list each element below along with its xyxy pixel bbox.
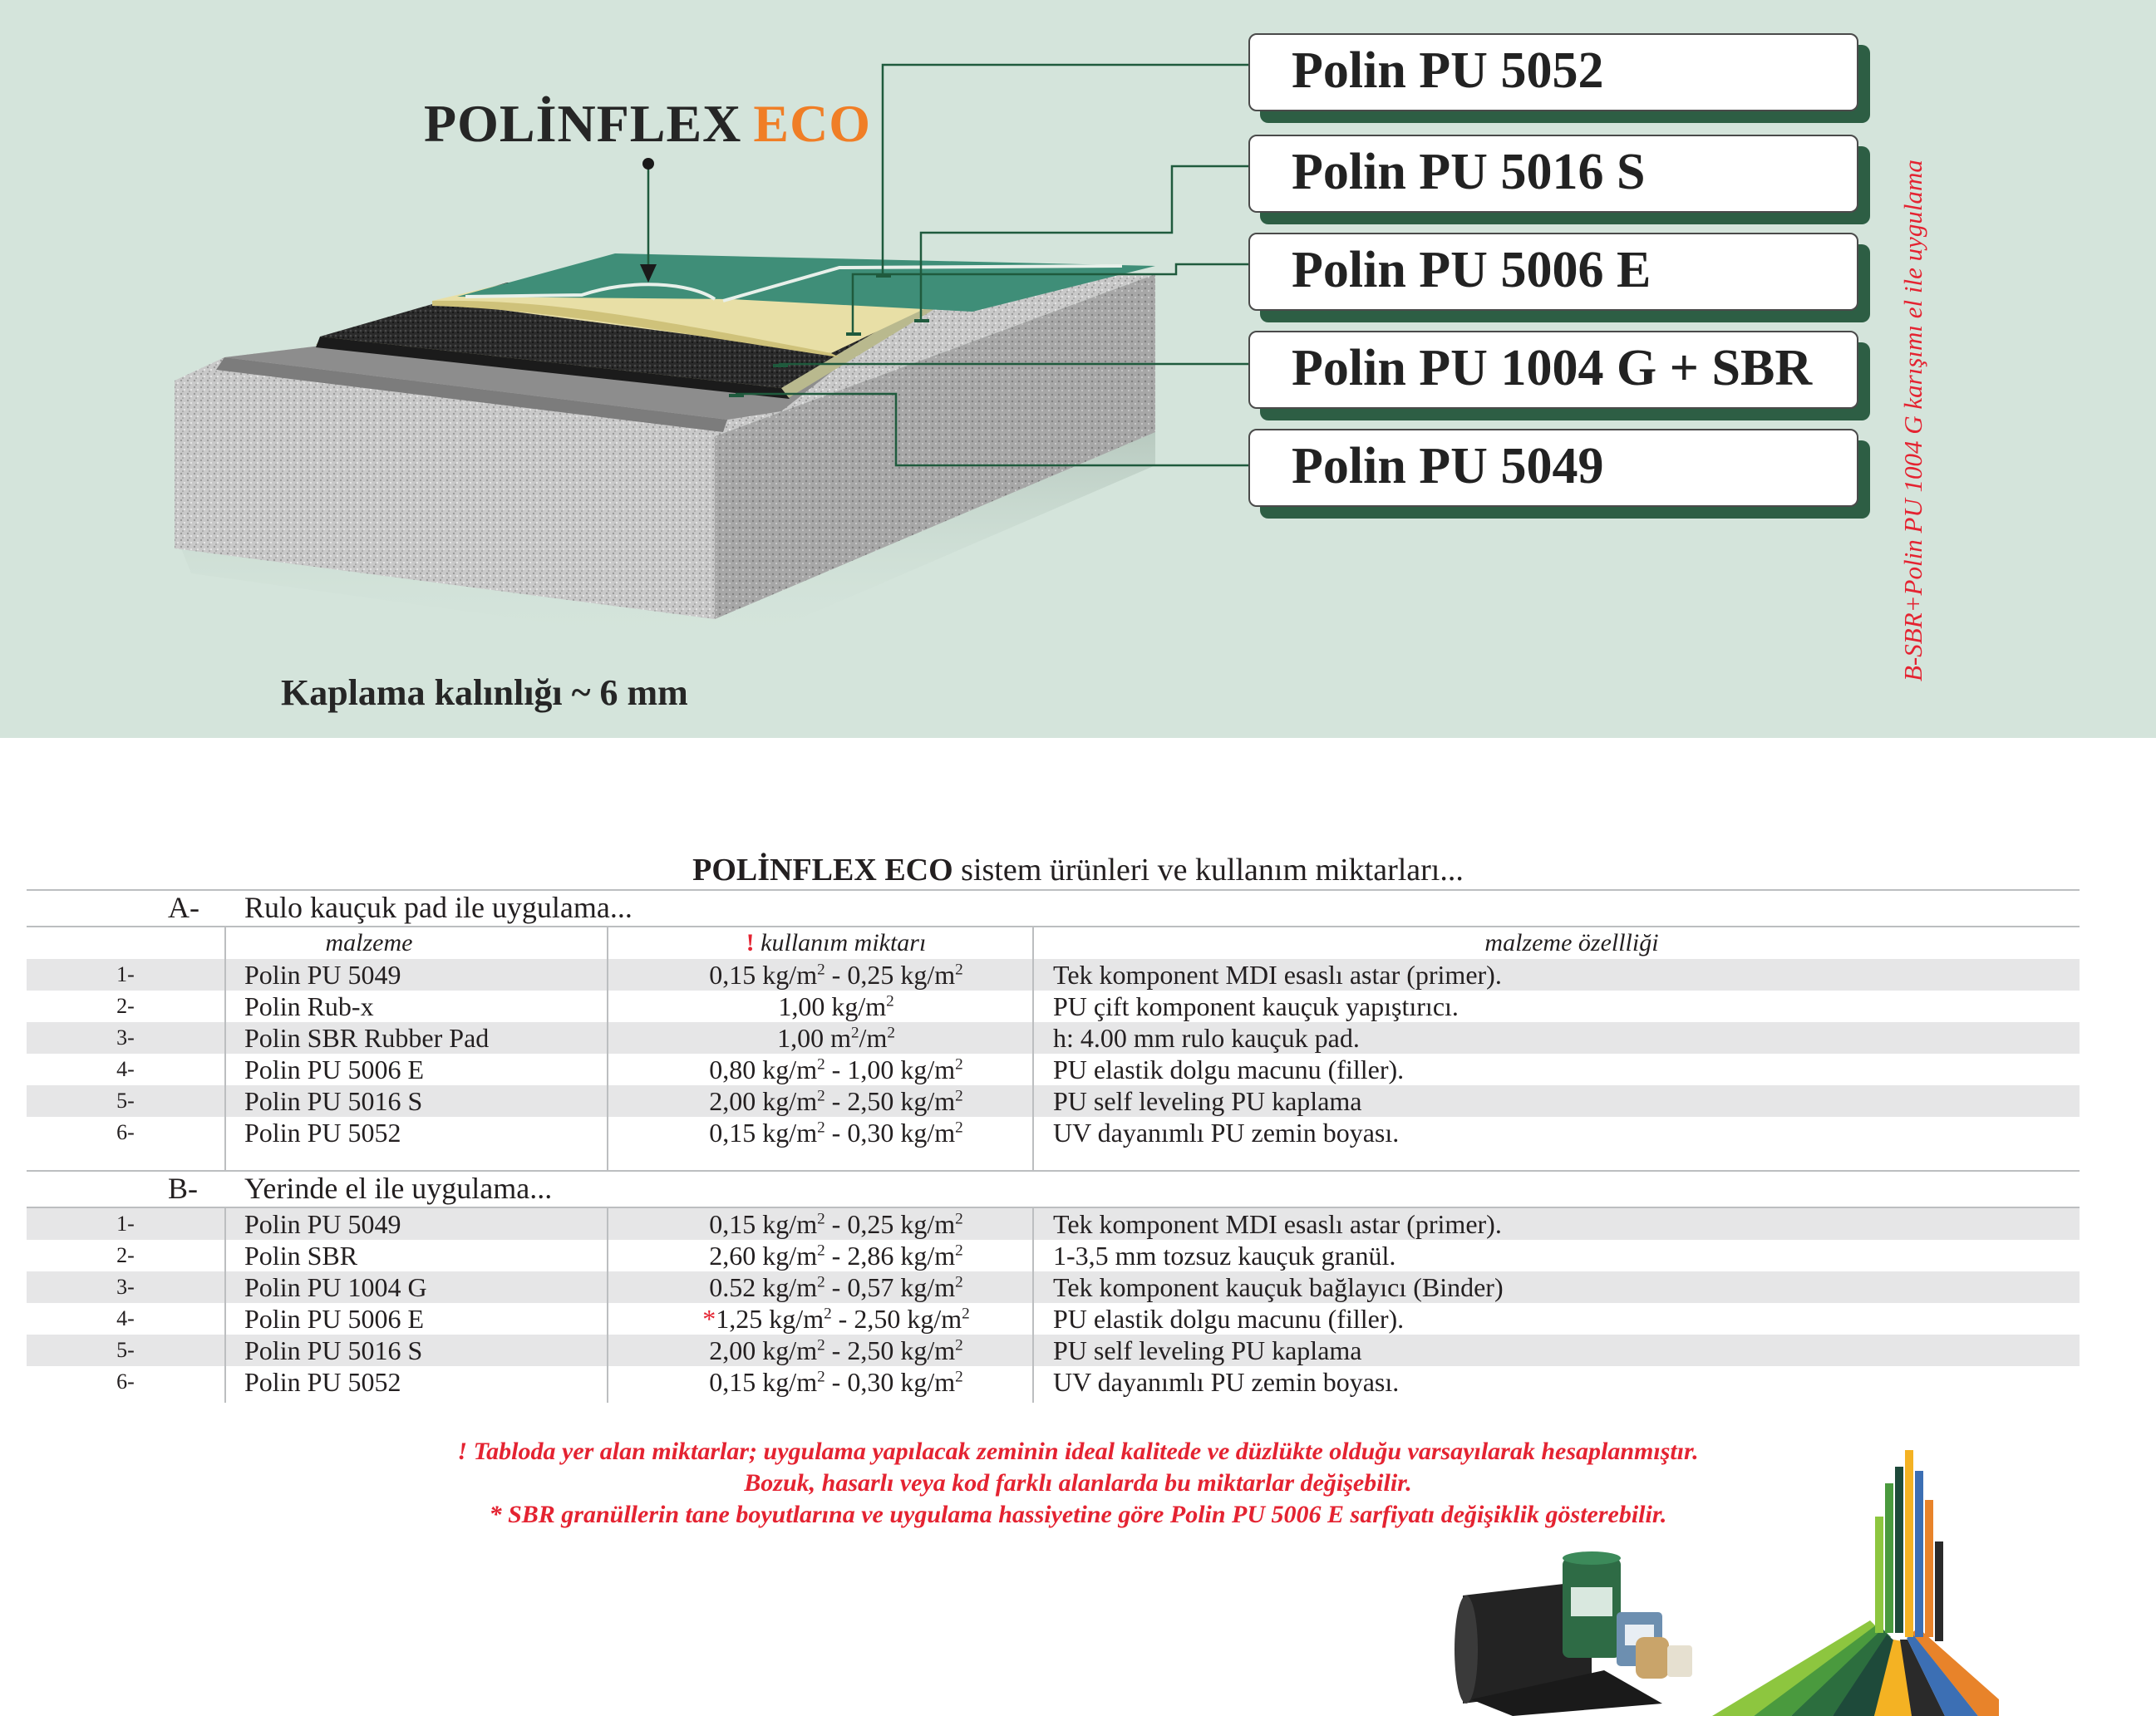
row-number: 5-: [116, 1338, 135, 1362]
grid-vline: [224, 926, 226, 1170]
col-header-material: malzeme: [325, 929, 413, 956]
row-number: 1-: [116, 1212, 135, 1236]
quantity-max: - 2,86 kg/m: [824, 1241, 956, 1271]
unit-superscript: 2: [850, 1024, 859, 1042]
unit-superscript: 2: [955, 1210, 963, 1228]
usage-quantity: [608, 1208, 1064, 1240]
quantity-max: - 1,00 kg/m: [824, 1055, 956, 1084]
footnote-line: Bozuk, hasarlı veya kod farklı alanlarda bu miktarlar değişebilir.: [744, 1469, 1412, 1497]
unit-superscript: 2: [817, 1055, 825, 1074]
unit-superscript: 2: [955, 1242, 963, 1260]
col-header-quantity: [608, 927, 1064, 959]
layer-box-5016s: [1248, 135, 1858, 213]
quantity-max: - 0,30 kg/m: [824, 1118, 956, 1148]
layer-box-1004g-sbr: [1248, 331, 1858, 409]
material-name: Polin PU 5052: [244, 1367, 401, 1397]
system-title-accent: ECO: [753, 94, 872, 153]
quantity-max: - 0,57 kg/m: [824, 1272, 956, 1302]
grid-vline: [607, 1207, 608, 1403]
unit-superscript: 2: [955, 1336, 963, 1355]
unit-superscript: 2: [955, 1087, 963, 1105]
unit-superscript: 2: [955, 961, 963, 979]
unit-superscript: 2: [955, 1055, 963, 1074]
table-row: [27, 1208, 2080, 1240]
row-number: 6-: [116, 1120, 135, 1144]
material-name: Polin PU 5049: [244, 1209, 401, 1239]
material-property: PU elastik dolgu macunu (filler).: [1053, 1055, 1405, 1084]
kraft-pail: [1636, 1637, 1669, 1679]
table-row: [27, 1240, 2080, 1271]
quantity-min: 0,15 kg/m: [709, 1118, 818, 1148]
grid-vline: [607, 926, 608, 1170]
usage-quantity: [608, 1054, 1064, 1085]
quantity-warning-mark: !: [746, 929, 755, 956]
unit-superscript: 2: [817, 1242, 825, 1260]
table-row: [27, 1335, 2080, 1366]
usage-quantity: [608, 1271, 1064, 1303]
quantity-min: 2,60 kg/m: [709, 1241, 818, 1271]
table-row: [27, 1085, 2080, 1117]
unit-superscript: 2: [955, 1119, 963, 1137]
section-b-title: Yerinde el ile uygulama...: [244, 1172, 553, 1205]
quantity-max: - 2,50 kg/m: [824, 1335, 956, 1365]
grid-vline: [1032, 1207, 1034, 1403]
usage-quantity: [608, 1022, 1064, 1054]
material-property: Tek komponent MDI esaslı astar (primer).: [1053, 960, 1502, 990]
products-usage-table: [27, 889, 2080, 1403]
company-logo: [1712, 1450, 1999, 1716]
quantity-max: - 0,25 kg/m: [824, 1209, 956, 1239]
unit-superscript: 2: [817, 1210, 825, 1228]
material-property: PU self leveling PU kaplama: [1053, 1086, 1362, 1116]
title-pointer-dot: [642, 158, 654, 170]
usage-quantity: [608, 1335, 1064, 1366]
system-title: [424, 93, 871, 155]
row-number: 2-: [116, 1243, 135, 1267]
layer-label: Polin PU 5049: [1292, 438, 1604, 494]
layer-box-5006e: [1248, 233, 1858, 311]
unit-superscript: 2: [962, 1305, 970, 1323]
grid-vline: [224, 1207, 226, 1403]
drum-label: [1571, 1587, 1612, 1616]
unit-superscript: 2: [817, 1087, 825, 1105]
usage-quantity: [608, 1303, 1064, 1335]
layer-label: Polin PU 1004 G + SBR: [1292, 340, 1813, 396]
material-name: Polin PU 5016 S: [244, 1335, 423, 1365]
material-property: PU self leveling PU kaplama: [1053, 1335, 1362, 1365]
system-title-main: POLİNFLEX: [424, 94, 742, 153]
quantity-min: 1,25 kg/m: [716, 1304, 824, 1334]
quantity-max: - 2,50 kg/m: [824, 1086, 956, 1116]
section-a-title: Rulo kauçuk pad ile uygulama...: [244, 891, 633, 924]
quantity-min: 1,00 kg/m: [778, 991, 887, 1021]
row-number: 1-: [116, 962, 135, 986]
layer-label: Polin PU 5052: [1292, 42, 1604, 99]
quantity-min: 2,00 kg/m: [709, 1335, 818, 1365]
material-property: Tek komponent kauçuk bağlayıcı (Binder): [1053, 1272, 1504, 1302]
table-title: [0, 852, 2156, 888]
section-a-letter: A-: [168, 891, 199, 924]
coating-thickness-label: Kaplama kalınlığı ~ 6 mm: [281, 672, 688, 713]
table-title-rest: sistem ürünleri ve kullanım miktarları...: [952, 853, 1464, 888]
quantity-min: 0,80 kg/m: [709, 1055, 818, 1084]
unit-tail: /m: [859, 1023, 888, 1053]
vertical-application-note: B-SBR+Polin PU 1004 G karışımı el ile uygulama: [1898, 160, 1927, 681]
unit-superscript: 2: [886, 992, 894, 1010]
drum-lid: [1563, 1551, 1621, 1565]
material-name: Polin SBR Rubber Pad: [244, 1023, 490, 1053]
unit-superscript: 2: [817, 961, 825, 979]
material-name: Polin PU 5049: [244, 960, 401, 990]
usage-quantity: [608, 1240, 1064, 1271]
footnote-line: ! Tabloda yer alan miktarlar; uygulama yapılacak zeminin ideal kalitede ve düzlükte olduğu varsayılarak hesaplanmıştır.: [457, 1438, 1699, 1465]
unit-superscript: 2: [824, 1305, 832, 1323]
quantity-max: - 0,25 kg/m: [824, 960, 956, 990]
quantity-max: - 0,30 kg/m: [824, 1367, 956, 1397]
table-row: [27, 1366, 2080, 1398]
unit-superscript: 2: [955, 1368, 963, 1386]
table-title-bold: POLİNFLEX ECO: [692, 853, 953, 888]
material-name: Polin PU 5016 S: [244, 1086, 423, 1116]
quantity-min: 0,15 kg/m: [709, 1367, 818, 1397]
table-row: [27, 991, 2080, 1022]
unit-superscript: 2: [817, 1273, 825, 1291]
usage-quantity: [608, 991, 1064, 1022]
layer-label: Polin PU 5016 S: [1292, 144, 1646, 200]
row-number: 5-: [116, 1089, 135, 1113]
unit-superscript: 2: [817, 1368, 825, 1386]
table-row: [27, 1303, 2080, 1335]
material-property: UV dayanımlı PU zemin boyası.: [1053, 1367, 1400, 1397]
row-number: 3-: [116, 1025, 135, 1050]
table-row: [27, 1117, 2080, 1148]
unit-superscript: 2: [955, 1273, 963, 1291]
quantity-min: 0,15 kg/m: [709, 960, 818, 990]
material-property: PU elastik dolgu macunu (filler).: [1053, 1304, 1405, 1334]
layer-label: Polin PU 5006 E: [1292, 242, 1651, 298]
material-property: h: 4.00 mm rulo kauçuk pad.: [1053, 1023, 1360, 1053]
material-name: Polin Rub-x: [244, 991, 374, 1021]
unit-superscript: 2: [817, 1336, 825, 1355]
quantity-max: - 2,50 kg/m: [831, 1304, 962, 1334]
material-property: 1-3,5 mm tozsuz kauçuk granül.: [1053, 1241, 1396, 1271]
row-number: 6-: [116, 1369, 135, 1394]
table-row: [27, 1054, 2080, 1085]
footnote-line: * SBR granüllerin tane boyutlarına ve uygulama hassiyetine göre Polin PU 5006 E sarfiyatı değişiklik gösterebilir.: [489, 1501, 1667, 1528]
quantity-min: 2,00 kg/m: [709, 1086, 818, 1116]
material-name: Polin PU 5006 E: [244, 1304, 425, 1334]
material-property: Tek komponent MDI esaslı astar (primer).: [1053, 1209, 1502, 1239]
quantity-min: 0,15 kg/m: [709, 1209, 818, 1239]
material-name: Polin PU 1004 G: [244, 1272, 427, 1302]
layer-box-5052: [1248, 33, 1858, 111]
column-header-row: [27, 927, 2080, 959]
col-header-quantity-text: kullanım miktarı: [754, 929, 927, 956]
rubber-roll-end: [1455, 1596, 1478, 1704]
usage-quantity: [608, 959, 1064, 991]
table-row: [27, 1022, 2080, 1054]
col-header-property: malzeme özellliği: [1484, 929, 1659, 956]
usage-quantity: [608, 1085, 1064, 1117]
material-name: Polin PU 5052: [244, 1118, 401, 1148]
usage-quantity: [608, 1117, 1064, 1148]
unit-superscript: 2: [887, 1024, 895, 1042]
section-a-header: [27, 889, 2080, 926]
section-b-header: [27, 1170, 2080, 1207]
material-name: Polin SBR: [244, 1241, 358, 1271]
quantity-star-mark: *: [702, 1304, 716, 1334]
quantity-min: 1,00 m: [777, 1023, 851, 1053]
usage-quantity: [608, 1366, 1064, 1398]
small-can: [1667, 1645, 1692, 1677]
material-property: PU çift komponent kauçuk yapıştırıcı.: [1053, 991, 1459, 1021]
table-row: [27, 959, 2080, 991]
row-number: 4-: [116, 1057, 135, 1081]
unit-superscript: 2: [817, 1119, 825, 1137]
grid-vline: [1032, 926, 1034, 1170]
material-property: UV dayanımlı PU zemin boyası.: [1053, 1118, 1400, 1148]
section-b-letter: B-: [168, 1172, 198, 1205]
row-number: 4-: [116, 1306, 135, 1330]
quantity-min: 0.52 kg/m: [709, 1272, 818, 1302]
layer-box-5049: [1248, 429, 1858, 507]
table-row: [27, 1271, 2080, 1303]
row-number: 2-: [116, 994, 135, 1018]
layer-diagram-panel: [0, 0, 2156, 738]
row-number: 3-: [116, 1275, 135, 1299]
material-name: Polin PU 5006 E: [244, 1055, 425, 1084]
